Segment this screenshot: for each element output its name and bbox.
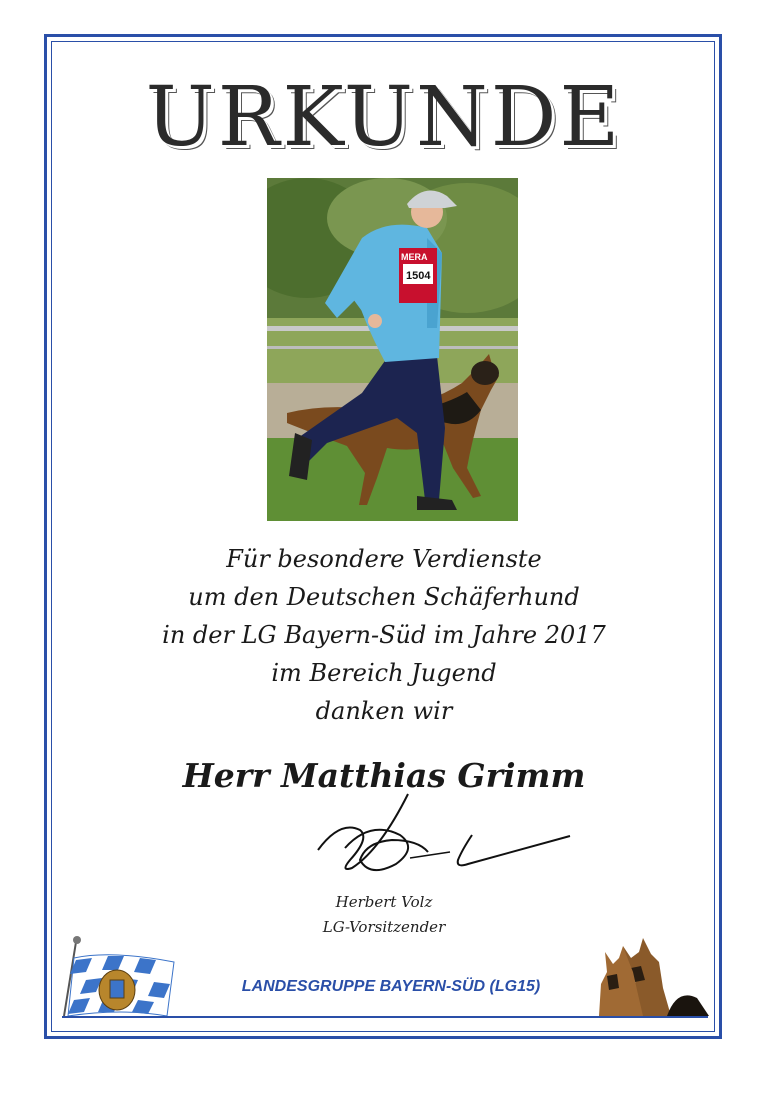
bib-number: 1504 [406, 270, 431, 282]
shepherd-dogs-logo [597, 928, 712, 1018]
bib-brand: MERA [401, 252, 428, 262]
certificate-title: URKUNDE [145, 70, 623, 165]
handler-dog-photo [267, 178, 518, 521]
body-line-4: im Bereich Jugend [271, 659, 497, 687]
body-line-2: um den Deutschen Schäferhund [188, 583, 580, 611]
signer-role: LG-Vorsitzender [322, 918, 446, 936]
bavarian-flag-logo [62, 932, 177, 1020]
body-line-5: danken wir [315, 697, 453, 725]
body-line-3: in der LG Bayern-Süd im Jahre 2017 [162, 621, 606, 649]
organization-name: LANDESGRUPPE BAYERN-SÜD (LG15) [241, 978, 541, 995]
footer-divider [62, 1016, 708, 1018]
certificate-body [0, 540, 768, 730]
recipient-name: Herr Matthias Grimm [182, 756, 586, 795]
handwritten-signature [300, 790, 600, 885]
signer-name: Herbert Volz [335, 893, 433, 911]
body-line-1: Für besondere Verdienste [226, 545, 542, 573]
